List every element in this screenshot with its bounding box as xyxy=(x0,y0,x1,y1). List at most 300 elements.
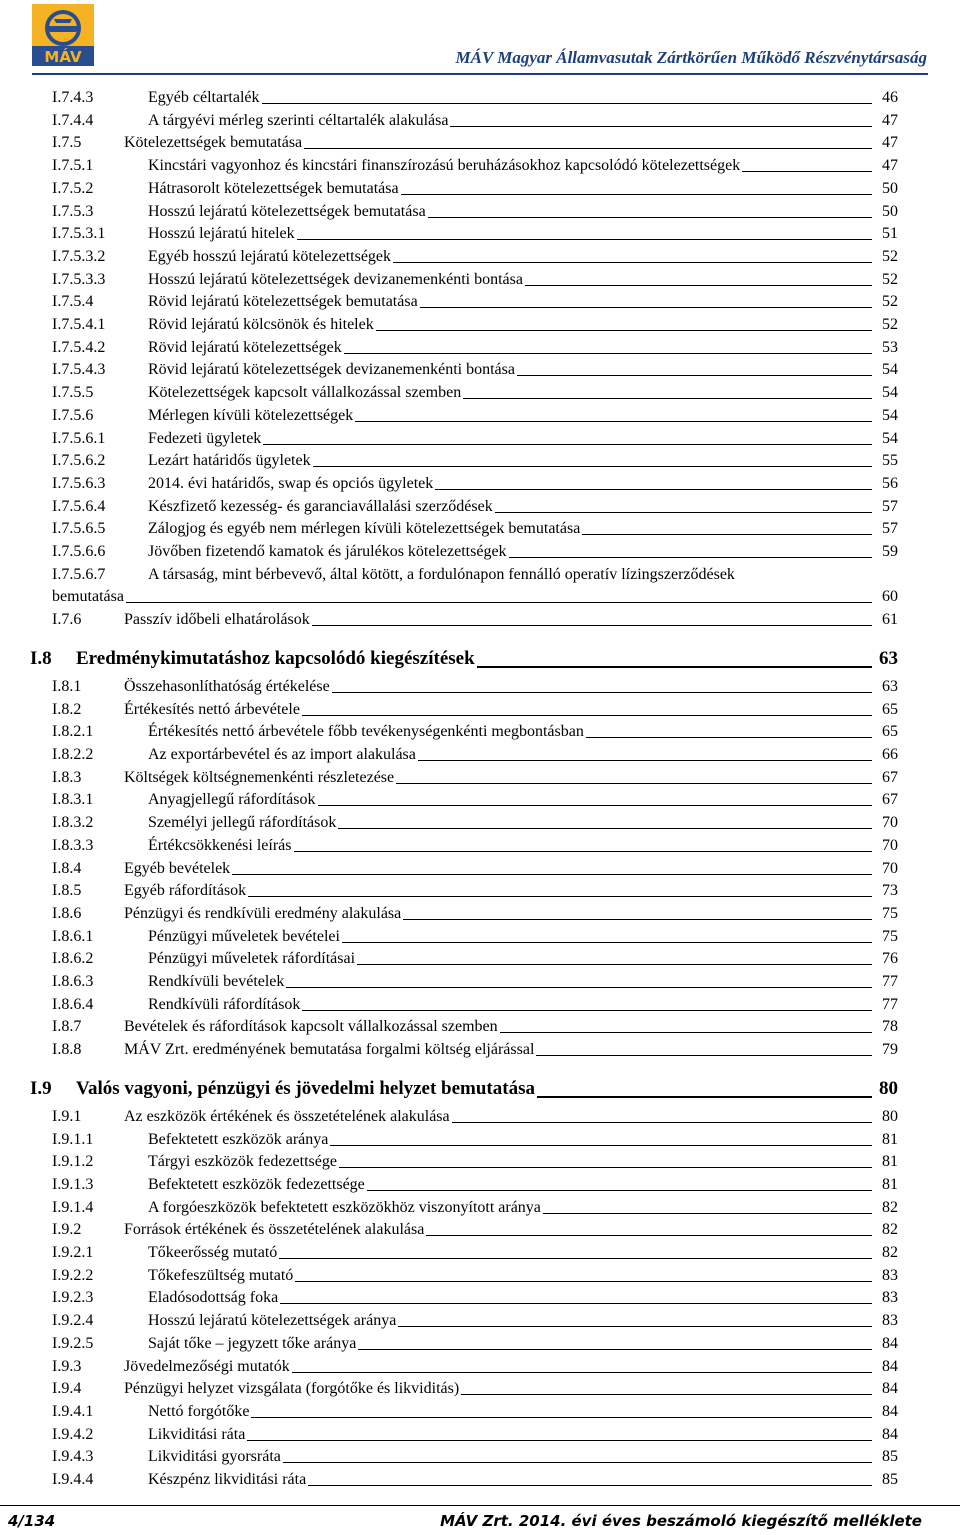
toc-entry-number: I.8 xyxy=(30,647,52,669)
toc-entry-page: 54 xyxy=(882,384,898,402)
toc-entry-number: I.9.1.3 xyxy=(52,1175,94,1193)
toc-leader-line xyxy=(232,858,872,875)
toc-entry[interactable] xyxy=(52,1242,898,1264)
toc-entry[interactable] xyxy=(52,1310,898,1332)
toc-entry-page: 75 xyxy=(882,927,898,945)
toc-leader-line xyxy=(401,178,872,195)
toc-entry-title: Valós vagyoni, pénzügyi és jövedelmi helyzet bemutatása xyxy=(76,1076,537,1102)
toc-entry-title: Rövid lejáratú kötelezettségek devizanemenkénti bontása xyxy=(148,359,517,381)
toc-leader-line xyxy=(126,586,872,603)
toc-entry-page: 70 xyxy=(882,814,898,832)
toc-entry-page: 78 xyxy=(882,1018,898,1036)
toc-section-heading[interactable] xyxy=(30,1076,898,1102)
toc-entry-page: 53 xyxy=(882,338,898,356)
toc-entry-number: I.7.5.4.3 xyxy=(52,361,106,379)
toc-entry-number: I.7.5.6.1 xyxy=(52,429,106,447)
toc-leader-line xyxy=(247,1424,872,1441)
toc-entry-number: I.9.2.4 xyxy=(52,1312,94,1330)
toc-leader-line xyxy=(393,246,872,263)
toc-leader-line xyxy=(426,1219,872,1236)
toc-entry-page: 52 xyxy=(882,270,898,288)
toc-entry-page: 61 xyxy=(882,611,898,629)
toc-entry-title: Zálogjog és egyéb nem mérlegen kívüli kötelezettségek bemutatása xyxy=(148,518,582,540)
toc-entry-page: 52 xyxy=(882,316,898,333)
toc-leader-line xyxy=(477,646,872,668)
toc-entry-page: 50 xyxy=(882,179,898,197)
toc-entry-page: 82 xyxy=(882,1244,898,1261)
toc-entry-number: I.9.4.3 xyxy=(52,1448,94,1466)
toc-entry-page: 80 xyxy=(882,1107,898,1125)
toc-entry-number: I.7.5.6 xyxy=(52,406,94,424)
toc-entry-title: Rendkívüli ráfordítások xyxy=(148,994,302,1016)
toc-entry[interactable] xyxy=(52,767,898,789)
toc-entry-title: Befektetett eszközök fedezettsége xyxy=(148,1174,367,1196)
toc-entry-title: Saját tőke – jegyzett tőke aránya xyxy=(148,1333,358,1355)
toc-leader-line xyxy=(420,291,872,308)
toc-entry-page: 55 xyxy=(882,452,898,470)
toc-leader-line xyxy=(500,1016,872,1033)
toc-entry[interactable] xyxy=(52,1333,898,1355)
toc-entry-number: I.7.5.6.3 xyxy=(52,474,106,492)
toc-entry-number: I.7.5.3.1 xyxy=(52,225,106,243)
toc-entry-number: I.9.1.4 xyxy=(52,1198,94,1216)
toc-entry-title: Egyéb bevételek xyxy=(124,858,232,880)
toc-entry[interactable] xyxy=(52,926,898,948)
toc-entry-title: Pénzügyi helyzet vizsgálata (forgótőke és likviditás) xyxy=(124,1378,461,1400)
toc-entry-page: 85 xyxy=(882,1448,898,1466)
toc-entry-number: I.7.5.6.6 xyxy=(52,543,106,560)
toc-entry-number: I.9.2.1 xyxy=(52,1244,94,1261)
toc-entry-page: 47 xyxy=(882,111,898,129)
toc-entry-number: I.8.2.1 xyxy=(52,723,94,741)
toc-entry[interactable] xyxy=(52,948,898,970)
toc-entry-title: Személyi jellegű ráfordítások xyxy=(148,812,338,834)
toc-entry-number: I.8.6.3 xyxy=(52,973,94,990)
toc-leader-line xyxy=(330,1129,872,1146)
toc-entry-number: I.8.7 xyxy=(52,1018,82,1036)
toc-leader-line xyxy=(586,721,872,738)
toc-entry-page: 52 xyxy=(882,247,898,265)
toc-entry-title: Lezárt határidős ügyletek xyxy=(148,450,313,472)
toc-entry[interactable] xyxy=(52,994,898,1016)
toc-entry-page: 65 xyxy=(882,723,898,741)
header-divider xyxy=(32,73,928,75)
toc-leader-line xyxy=(308,1469,872,1486)
toc-entry-number: I.8.3.1 xyxy=(52,791,94,809)
toc-entry-number: I.8.6.1 xyxy=(52,927,94,945)
toc-leader-line xyxy=(428,201,872,218)
toc-section-heading[interactable] xyxy=(30,646,898,672)
toc-entry-title: Források értékének és összetételének alakulása xyxy=(124,1219,426,1241)
toc-entry-number: I.7.5.4.2 xyxy=(52,338,106,356)
toc-entry-title: Készfizető kezesség- és garanciavállalási szerződések xyxy=(148,496,495,518)
toc-leader-line xyxy=(263,428,872,445)
toc-entry-number: I.8.6.2 xyxy=(52,950,94,968)
toc-entry-page: 65 xyxy=(882,700,898,718)
footer-divider xyxy=(0,1505,960,1506)
toc-entry-page: 81 xyxy=(882,1130,898,1148)
toc-leader-line xyxy=(517,359,872,376)
toc-entry-number: I.8.1 xyxy=(52,677,82,695)
toc-entry[interactable] xyxy=(52,903,898,925)
toc-entry[interactable] xyxy=(52,1424,898,1446)
toc-entry-page: 83 xyxy=(882,1266,898,1284)
toc-entry-title: Rövid lejáratú kötelezettségek xyxy=(148,337,344,359)
toc-leader-line xyxy=(251,1401,872,1418)
toc-entry-number: I.9.4.2 xyxy=(52,1425,94,1443)
toc-entry-page: 80 xyxy=(879,1077,898,1099)
toc-entry-page: 57 xyxy=(882,520,898,538)
toc-entry-title: Likviditási gyorsráta xyxy=(148,1446,283,1468)
toc-leader-line xyxy=(418,744,872,761)
toc-leader-line xyxy=(295,1265,872,1282)
toc-entry[interactable] xyxy=(52,201,898,223)
toc-leader-line xyxy=(742,155,872,172)
toc-entry-title: Költségek költségnemenkénti részletezése xyxy=(124,767,396,789)
toc-entry-number: I.8.6.4 xyxy=(52,995,94,1013)
toc-entry-page: 84 xyxy=(882,1425,898,1443)
toc-entry-title: Tőkeerősség mutató xyxy=(148,1242,279,1264)
toc-leader-line xyxy=(283,1446,872,1463)
toc-entry[interactable] xyxy=(52,314,898,336)
toc-entry[interactable] xyxy=(52,812,898,834)
toc-entry[interactable] xyxy=(52,337,898,359)
toc-leader-line xyxy=(280,1287,872,1304)
toc-leader-line xyxy=(313,450,872,467)
toc-entry-number: I.7.5 xyxy=(52,134,82,152)
toc-entry-title: Értékcsökkenési leírás xyxy=(148,835,294,857)
toc-entry-title: Egyéb ráfordítások xyxy=(124,880,248,902)
toc-entry-page: 52 xyxy=(882,293,898,311)
toc-leader-line xyxy=(302,994,872,1011)
toc-entry-title: Hosszú lejáratú kötelezettségek bemutatása xyxy=(148,201,428,223)
toc-entry-title-continued: bemutatása xyxy=(52,586,126,608)
toc-leader-line xyxy=(509,541,872,558)
toc-leader-line xyxy=(398,1310,872,1327)
toc-leader-line xyxy=(297,223,872,240)
toc-entry-number: I.9.4 xyxy=(52,1380,82,1398)
toc-entry-number: I.8.8 xyxy=(52,1041,82,1059)
toc-entry-number: I.7.5.3.2 xyxy=(52,247,106,265)
toc-leader-line xyxy=(367,1174,872,1191)
toc-entry-page: 77 xyxy=(882,995,898,1013)
toc-entry[interactable] xyxy=(52,835,898,857)
toc-entry-page: 50 xyxy=(882,202,898,220)
toc-entry[interactable] xyxy=(52,858,898,880)
toc-entry-page: 47 xyxy=(882,134,898,152)
toc-entry[interactable] xyxy=(52,744,898,766)
toc-entry-page: 75 xyxy=(882,904,898,922)
toc-leader-line xyxy=(248,880,872,897)
toc-entry-number: I.7.6 xyxy=(52,611,82,629)
toc-leader-line xyxy=(376,314,872,331)
toc-entry[interactable] xyxy=(52,132,898,154)
toc-entry[interactable] xyxy=(52,1446,898,1468)
toc-entry-title: Bevételek és ráfordítások kapcsolt vállalkozással szemben xyxy=(124,1016,500,1038)
toc-leader-line xyxy=(357,948,872,965)
toc-entry-number: I.8.2.2 xyxy=(52,746,94,763)
toc-entry-number: I.8.3.2 xyxy=(52,814,94,832)
toc-entry-number: I.8.3.3 xyxy=(52,836,94,854)
toc-entry[interactable] xyxy=(52,880,898,902)
toc-leader-line xyxy=(318,789,873,806)
toc-entry-page: 76 xyxy=(882,950,898,968)
toc-entry-number: I.9.4.1 xyxy=(52,1402,94,1420)
toc-entry-page: 81 xyxy=(882,1175,898,1193)
toc-leader-line xyxy=(403,903,872,920)
toc-entry[interactable] xyxy=(52,1197,898,1219)
page-header xyxy=(0,0,960,80)
toc-entry-number: I.9.4.4 xyxy=(52,1471,94,1488)
toc-leader-line xyxy=(355,405,872,422)
toc-entry-page: 63 xyxy=(882,677,898,695)
toc-entry-title: Likviditási ráta xyxy=(148,1424,247,1446)
toc-entry-title: Hosszú lejáratú kötelezettségek devizanemenkénti bontása xyxy=(148,269,525,291)
toc-entry-page: 83 xyxy=(882,1289,898,1307)
toc-entry[interactable] xyxy=(52,1378,898,1400)
toc-entry[interactable] xyxy=(52,246,898,268)
toc-entry-number: I.7.5.6.2 xyxy=(52,452,106,470)
toc-entry[interactable] xyxy=(52,971,898,993)
toc-entry[interactable] xyxy=(52,1174,898,1196)
toc-entry[interactable] xyxy=(52,518,898,540)
toc-entry-number: I.7.4.3 xyxy=(52,89,94,106)
toc-entry-number: I.7.5.3.3 xyxy=(52,270,106,288)
toc-entry-title: Jövedelmezőségi mutatók xyxy=(124,1356,292,1378)
toc-entry-title: Kötelezettségek bemutatása xyxy=(124,132,304,154)
toc-entry-page: 67 xyxy=(882,791,898,809)
toc-entry-page: 84 xyxy=(882,1402,898,1420)
toc-entry-title: 2014. évi határidős, swap és opciós ügyletek xyxy=(148,473,435,495)
toc-entry-page: 73 xyxy=(882,882,898,900)
toc-entry-number: I.9 xyxy=(30,1077,52,1099)
toc-leader-line xyxy=(452,1106,872,1123)
toc-entry-title: Összehasonlíthatóság értékelése xyxy=(124,676,332,698)
toc-entry[interactable] xyxy=(52,1016,898,1038)
toc-entry-number: I.7.5.4 xyxy=(52,293,94,311)
toc-leader-line xyxy=(461,1378,872,1395)
toc-entry-page: 57 xyxy=(882,497,898,515)
toc-entry-page: 59 xyxy=(882,543,898,560)
toc-entry[interactable] xyxy=(52,1401,898,1423)
logo-text: MÁV xyxy=(44,48,82,66)
toc-entry-title: Rövid lejáratú kölcsönök és hitelek xyxy=(148,314,376,336)
toc-entry-title: Az eszközök értékének és összetételének alakulása xyxy=(124,1106,452,1128)
toc-entry-page: 51 xyxy=(882,225,898,243)
toc-entry-number: I.8.4 xyxy=(52,859,82,877)
toc-entry-title: Kötelezettségek kapcsolt vállalkozással szemben xyxy=(148,382,463,404)
toc-entry-page: 84 xyxy=(882,1380,898,1398)
toc-entry-page: 60 xyxy=(882,587,898,605)
toc-entry[interactable] xyxy=(52,269,898,291)
toc-entry-number: I.8.6 xyxy=(52,904,82,922)
toc-entry-number: I.7.5.5 xyxy=(52,384,94,402)
toc-entry-page: 70 xyxy=(882,836,898,854)
toc-entry-number: I.7.5.1 xyxy=(52,157,94,175)
toc-leader-line xyxy=(536,1039,872,1056)
toc-entry-title: Egyéb hosszú lejáratú kötelezettségek xyxy=(148,246,393,268)
toc-entry[interactable] xyxy=(52,87,898,109)
toc-leader-line xyxy=(537,1076,872,1098)
toc-entry-title: Hosszú lejáratú hitelek xyxy=(148,223,297,245)
toc-leader-line xyxy=(262,87,873,104)
toc-entry-title: Pénzügyi és rendkívüli eredmény alakulása xyxy=(124,903,403,925)
toc-entry[interactable] xyxy=(52,496,898,518)
toc-entry[interactable] xyxy=(52,405,898,427)
toc-entry-title: A forgóeszközök befektetett eszközökhöz viszonyított aránya xyxy=(148,1197,543,1219)
toc-entry-number: I.9.1.1 xyxy=(52,1130,94,1148)
toc-entry-title: Eladósodottság foka xyxy=(148,1287,280,1309)
toc-entry-number: I.9.2.5 xyxy=(52,1334,94,1352)
toc-entry-title: Rövid lejáratú kötelezettségek bemutatása xyxy=(148,291,420,313)
toc-leader-line xyxy=(294,835,873,852)
toc-entry-page: 83 xyxy=(882,1312,898,1330)
toc-leader-line xyxy=(582,518,872,535)
toc-entry-title: A tárgyévi mérleg szerinti céltartalék alakulása xyxy=(148,110,450,132)
toc-entry-page: 63 xyxy=(879,647,898,669)
toc-entry[interactable] xyxy=(52,676,898,698)
toc-entry-number: I.7.4.4 xyxy=(52,111,94,129)
toc-entry-number: I.9.2.3 xyxy=(52,1289,94,1307)
toc-entry-title: Tárgyi eszközök fedezettsége xyxy=(148,1151,339,1173)
toc-entry-title: Anyagjellegű ráfordítások xyxy=(148,789,318,811)
toc-entry-number: I.9.1 xyxy=(52,1107,82,1125)
footer-document-title: MÁV Zrt. 2014. évi éves beszámoló kiegészítő melléklete xyxy=(440,1512,922,1530)
toc-entry[interactable] xyxy=(52,110,898,132)
toc-entry-title: Kincstári vagyonhoz és kincstári finanszírozású beruházásokhoz kapcsolódó kötelezettségek xyxy=(148,155,742,177)
toc-leader-line xyxy=(304,132,872,149)
toc-entry-title: Passzív időbeli elhatárolások xyxy=(124,609,312,631)
toc-entry[interactable] xyxy=(52,155,898,177)
toc-entry[interactable] xyxy=(52,564,898,608)
toc-leader-line xyxy=(525,269,872,286)
toc-entry-title: Nettó forgótőke xyxy=(148,1401,251,1423)
toc-leader-line xyxy=(450,110,872,127)
toc-entry-page: 56 xyxy=(882,474,898,492)
toc-entry-number: I.7.5.2 xyxy=(52,179,94,197)
toc-entry-page: 79 xyxy=(882,1041,898,1059)
toc-entry-number: I.7.5.6.7 xyxy=(52,565,106,583)
toc-entry[interactable] xyxy=(52,1151,898,1173)
toc-entry-title: Készpénz likviditási ráta xyxy=(148,1469,308,1491)
toc-leader-line xyxy=(495,496,872,513)
toc-entry-number: I.8.2 xyxy=(52,700,82,718)
toc-entry-number: I.7.5.6.4 xyxy=(52,497,106,515)
toc-entry[interactable] xyxy=(52,359,898,381)
toc-entry-number: I.8.3 xyxy=(52,768,82,786)
toc-entry[interactable] xyxy=(52,789,898,811)
toc-entry[interactable] xyxy=(52,291,898,313)
toc-entry-title: Pénzügyi műveletek bevételei xyxy=(148,926,342,948)
toc-entry[interactable] xyxy=(52,1219,898,1241)
toc-entry-title: Mérlegen kívüli kötelezettségek xyxy=(148,405,355,427)
toc-leader-line xyxy=(358,1333,872,1350)
toc-entry-page: 67 xyxy=(882,768,898,786)
company-name: MÁV Magyar Államvasutak Zártkörűen Működő Részvénytársaság xyxy=(455,48,927,67)
toc-leader-line xyxy=(302,699,872,716)
toc-leader-line xyxy=(332,676,872,693)
toc-entry-page: 82 xyxy=(882,1198,898,1216)
toc-entry-page: 77 xyxy=(882,973,898,990)
toc-leader-line xyxy=(312,609,872,626)
toc-entry-title: Egyéb céltartalék xyxy=(148,87,262,109)
toc-entry-title: Hátrasorolt kötelezettségek bemutatása xyxy=(148,178,401,200)
toc-entry-page: 54 xyxy=(882,429,898,447)
toc-entry-title: Eredménykimutatáshoz kapcsolódó kiegészítések xyxy=(76,646,477,672)
toc-entry-number: I.9.3 xyxy=(52,1357,82,1375)
toc-entry[interactable] xyxy=(52,721,898,743)
toc-entry[interactable] xyxy=(52,609,898,631)
toc-entry-page: 82 xyxy=(882,1221,898,1239)
toc-entry-title: Fedezeti ügyletek xyxy=(148,428,263,450)
toc-entry-page: 84 xyxy=(882,1334,898,1352)
toc-leader-line xyxy=(543,1197,872,1214)
toc-entry[interactable] xyxy=(52,1356,898,1378)
toc-entry[interactable] xyxy=(52,1265,898,1287)
toc-entry[interactable] xyxy=(52,1106,898,1128)
toc-entry[interactable] xyxy=(52,541,898,563)
toc-entry-number: I.7.5.4.1 xyxy=(52,316,106,333)
toc-entry[interactable] xyxy=(52,1039,898,1061)
toc-leader-line xyxy=(463,382,872,399)
toc-entry-title: Befektetett eszközök aránya xyxy=(148,1129,330,1151)
toc-entry[interactable] xyxy=(52,223,898,245)
toc-entry-page: 54 xyxy=(882,406,898,424)
toc-entry[interactable] xyxy=(52,382,898,404)
toc-entry[interactable] xyxy=(52,178,898,200)
toc-entry-title: Értékesítés nettó árbevétele főbb tevékenységenkénti megbontásban xyxy=(148,721,586,743)
toc-entry-page: 84 xyxy=(882,1357,898,1375)
toc-entry-title: Értékesítés nettó árbevétele xyxy=(124,699,302,721)
toc-entry-number: I.7.5.6.5 xyxy=(52,520,106,538)
toc-entry-title: Rendkívüli bevételek xyxy=(148,971,286,993)
toc-entry-page: 66 xyxy=(882,746,898,763)
toc-entry[interactable] xyxy=(52,1469,898,1491)
footer-page-number: 4/134 xyxy=(8,1512,56,1530)
toc-entry-number: I.9.2.2 xyxy=(52,1266,94,1284)
toc-leader-line xyxy=(279,1242,872,1259)
toc-entry[interactable] xyxy=(52,473,898,495)
toc-entry[interactable] xyxy=(52,428,898,450)
toc-entry-number: I.8.5 xyxy=(52,882,82,900)
toc-entry-number: I.9.2 xyxy=(52,1221,82,1239)
toc-leader-line xyxy=(396,767,872,784)
toc-entry-title: Pénzügyi műveletek ráfordításai xyxy=(148,948,357,970)
toc-entry[interactable] xyxy=(52,1129,898,1151)
toc-leader-line xyxy=(286,971,872,988)
toc-leader-line xyxy=(435,473,872,490)
toc-entry-page: 81 xyxy=(882,1153,898,1171)
toc-entry-page: 70 xyxy=(882,859,898,877)
toc-leader-line xyxy=(338,812,872,829)
toc-entry[interactable] xyxy=(52,450,898,472)
toc-entry-title: Jövőben fizetendő kamatok és járulékos kötelezettségek xyxy=(148,541,509,563)
mav-logo xyxy=(32,4,94,66)
toc-entry[interactable] xyxy=(52,1287,898,1309)
toc-entry-title: Tőkefeszültség mutató xyxy=(148,1265,295,1287)
toc-entry-page: 47 xyxy=(882,157,898,175)
toc-entry-page: 46 xyxy=(882,89,898,106)
toc-leader-line xyxy=(344,337,872,354)
toc-entry-title: Az exportárbevétel és az import alakulása xyxy=(148,744,418,766)
toc-entry-title: Hosszú lejáratú kötelezettségek aránya xyxy=(148,1310,398,1332)
toc-leader-line xyxy=(339,1151,872,1168)
toc-entry-number: I.9.1.2 xyxy=(52,1153,94,1171)
toc-entry-title: MÁV Zrt. eredményének bemutatása forgalmi költség eljárással xyxy=(124,1039,536,1061)
toc-entry[interactable] xyxy=(52,699,898,721)
toc-leader-line xyxy=(292,1356,872,1373)
toc-entry-title: A társaság, mint bérbevevő, által kötött, a fordulónapon fennálló operatív lízingszerződések xyxy=(148,565,735,583)
